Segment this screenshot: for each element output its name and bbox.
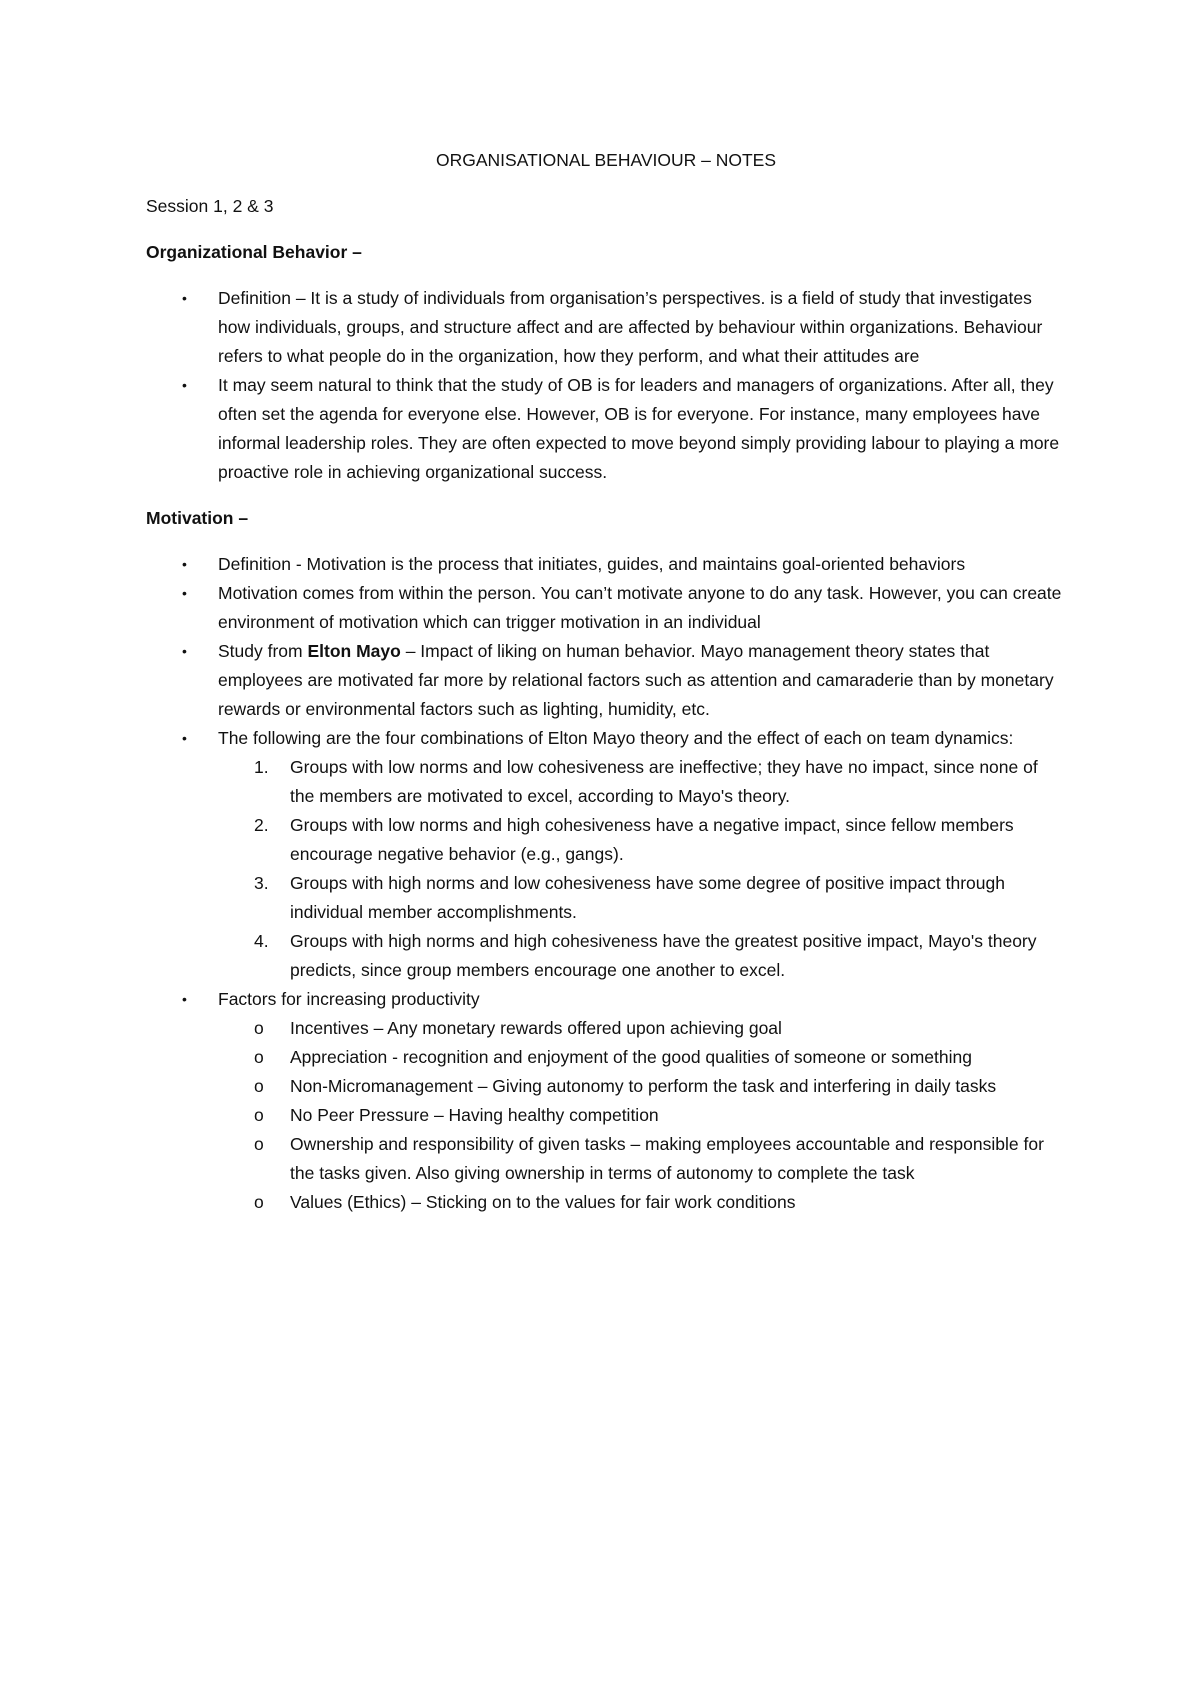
factor-item (218, 1130, 1066, 1188)
list-item-text: Motivation comes from within the person. You can’t motivate anyone to do any task. However, you can create environment of motivation which can trigger motivation in an individual (218, 583, 1062, 632)
page-title: ORGANISATIONAL BEHAVIOUR – NOTES (435, 150, 777, 170)
item-number: 1. (254, 757, 269, 777)
bullet-icon: • (182, 556, 187, 572)
numbered-item-text: Groups with high norms and high cohesiveness have the greatest positive impact, Mayo's theory predicts, since group members encourage one another to excel. (290, 931, 1037, 980)
motivation-heading: Motivation – (146, 508, 249, 528)
list-item (146, 371, 1066, 487)
circle-bullet-icon: o (254, 1192, 264, 1212)
factor-item (218, 1014, 1066, 1043)
item-number: 4. (254, 931, 269, 951)
text-run: – Impact of liking on human behavior. Mayo management theory states that employees are motivated far more by relational factors such as attention and camaraderie than by monetary rewards or environmental factors such as lighting, humidity, etc. (218, 641, 1054, 719)
list-item (146, 550, 1066, 579)
list-item-text: Definition – It is a study of individuals from organisation’s perspectives. is a field of study that investigates how individuals, groups, and structure affect and are affected by behaviour within organizations. Behaviour refers to what people do in the organization, how they perform, and what their attitudes are (218, 288, 1043, 366)
list-item-text (218, 641, 1054, 719)
combinations-list (218, 753, 1066, 985)
bullet-icon: • (182, 991, 187, 1007)
numbered-item (218, 869, 1066, 927)
factor-text: No Peer Pressure – Having healthy competition (290, 1105, 659, 1125)
bullet-icon: • (182, 585, 187, 601)
numbered-item (218, 753, 1066, 811)
bullet-icon: • (182, 290, 187, 306)
list-item (146, 579, 1066, 637)
list-item (146, 985, 1066, 1217)
list-item-text: The following are the four combinations of Elton Mayo theory and the effect of each on team dynamics: (218, 728, 1014, 748)
numbered-item-text: Groups with low norms and high cohesiveness have a negative impact, since fellow members encourage negative behavior (e.g., gangs). (290, 815, 1014, 864)
factor-text: Appreciation - recognition and enjoyment of the good qualities of someone or something (290, 1047, 972, 1067)
list-item (146, 284, 1066, 371)
factor-text: Values (Ethics) – Sticking on to the values for fair work conditions (290, 1192, 796, 1212)
circle-bullet-icon: o (254, 1134, 264, 1154)
motivation-bullet-list (146, 550, 1066, 1217)
bullet-icon: • (182, 377, 187, 393)
numbered-item (218, 927, 1066, 985)
factor-item (218, 1043, 1066, 1072)
factor-item (218, 1101, 1066, 1130)
list-item (146, 724, 1066, 985)
bullet-icon: • (182, 643, 187, 659)
text-run: Study from (218, 641, 308, 661)
item-number: 3. (254, 873, 269, 893)
bullet-icon: • (182, 730, 187, 746)
elton-mayo-name: Elton Mayo (307, 641, 401, 661)
list-item-text: Factors for increasing productivity (218, 989, 480, 1009)
item-number: 2. (254, 815, 269, 835)
ob-heading: Organizational Behavior – (146, 242, 362, 262)
list-item-text: It may seem natural to think that the study of OB is for leaders and managers of organizations. After all, they often set the agenda for everyone else. However, OB is for everyone. For instance, many employees have informal leadership roles. They are often expected to move beyond simply providing labour to playing a more proactive role in achieving organizational success. (218, 375, 1060, 482)
numbered-item-text: Groups with low norms and low cohesiveness are ineffective; they have no impact, since none of the members are motivated to excel, according to Mayo's theory. (290, 757, 1038, 806)
list-item (146, 637, 1066, 724)
ob-bullet-list (146, 284, 1066, 487)
circle-bullet-icon: o (254, 1076, 264, 1096)
factor-text: Incentives – Any monetary rewards offered upon achieving goal (290, 1018, 782, 1038)
circle-bullet-icon: o (254, 1105, 264, 1125)
session-label: Session 1, 2 & 3 (146, 196, 274, 216)
list-item-text: Definition - Motivation is the process that initiates, guides, and maintains goal-oriented behaviors (218, 554, 966, 574)
circle-bullet-icon: o (254, 1018, 264, 1038)
factors-list (218, 1014, 1066, 1217)
factor-text: Non-Micromanagement – Giving autonomy to perform the task and interfering in daily tasks (290, 1076, 997, 1096)
numbered-item (218, 811, 1066, 869)
circle-bullet-icon: o (254, 1047, 264, 1067)
document-body (146, 146, 1066, 1234)
factor-item (218, 1072, 1066, 1101)
numbered-item-text: Groups with high norms and low cohesiveness have some degree of positive impact through individual member accomplishments. (290, 873, 1005, 922)
factor-item (218, 1188, 1066, 1217)
factor-text: Ownership and responsibility of given tasks – making employees accountable and responsible for the tasks given. Also giving ownership in terms of autonomy to complete the task (290, 1134, 1044, 1183)
